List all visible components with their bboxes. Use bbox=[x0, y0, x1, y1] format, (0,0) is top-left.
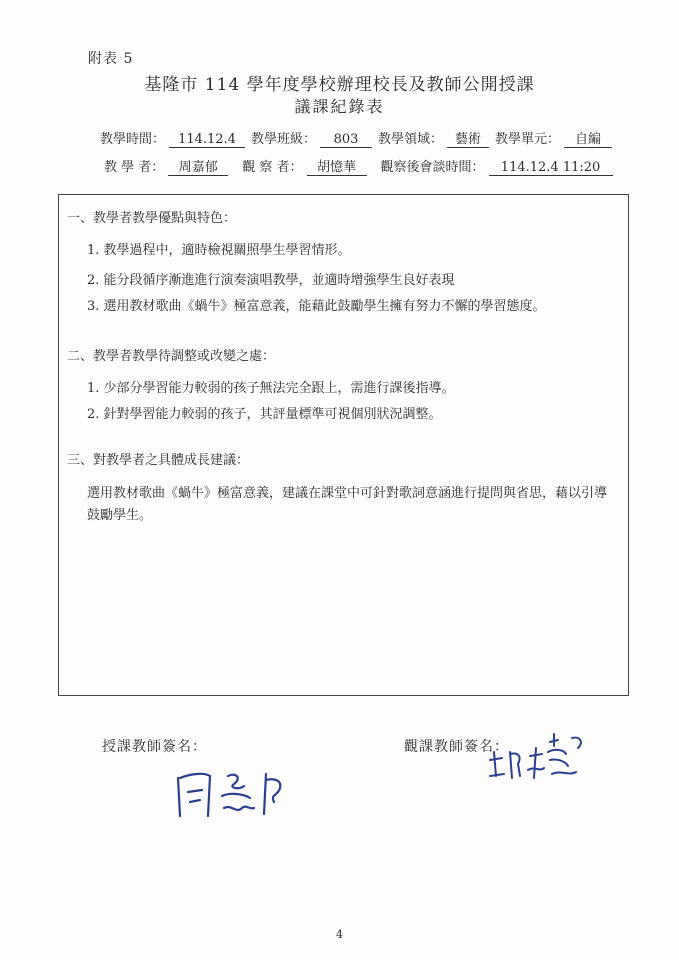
observer-signature-label: 觀課教師簽名： bbox=[404, 739, 509, 755]
section-1-item: 1. 教學過程中，適時檢視關照學生學習情形。 bbox=[87, 243, 351, 258]
teacher-signature-label: 授課教師簽名： bbox=[102, 739, 207, 755]
meeting-time-label: 觀察後會談時間： bbox=[380, 160, 485, 175]
section-2-item: 2. 針對學習能力較弱的孩子，其評量標準可視個別狀況調整。 bbox=[87, 407, 442, 422]
teacher-handwritten-signature bbox=[170, 758, 300, 828]
info-row-2 bbox=[104, 156, 619, 176]
teaching-time-label: 教學時間： bbox=[100, 132, 166, 147]
teaching-class-label: 教學班級： bbox=[251, 132, 317, 147]
observer-handwritten-signature bbox=[484, 730, 594, 786]
teaching-unit-value: 自編 bbox=[564, 128, 612, 148]
teaching-time-value: 114.12.4 bbox=[169, 132, 245, 148]
section-2-item: 1. 少部分學習能力較弱的孩子無法完全跟上，需進行課後指導。 bbox=[87, 381, 455, 396]
page-number: 4 bbox=[336, 928, 343, 941]
section-1-item: 3. 選用教材歌曲《蝸牛》極富意義，能藉此鼓勵學生擁有努力不懈的學習態度。 bbox=[87, 299, 546, 314]
teacher-label: 教 學 者： bbox=[104, 160, 165, 175]
record-box bbox=[58, 194, 629, 696]
info-row-1 bbox=[100, 128, 618, 148]
teaching-domain-label: 教學領域： bbox=[378, 132, 444, 147]
section-3-heading: 三、對教學者之具體成長建議： bbox=[67, 453, 250, 468]
document-title: 基隆市 114 學年度學校辦理校長及教師公開授課 bbox=[144, 75, 535, 95]
meeting-time-value: 114.12.4 11:20 bbox=[489, 160, 613, 176]
teaching-class-value: 803 bbox=[320, 132, 372, 148]
section-3-paragraph: 選用教材歌曲《蝸牛》極富意義，建議在課堂中可針對歌詞意涵進行提問與省思，藉以引導鼓勵學生。 bbox=[87, 486, 608, 523]
section-1-item: 2. 能分段循序漸進進行演奏演唱教學，並適時增強學生良好表現 bbox=[87, 273, 455, 288]
section-1-heading: 一、教學者教學優點與特色： bbox=[67, 211, 237, 226]
document-subtitle: 議課紀錄表 bbox=[294, 97, 385, 116]
teaching-unit-label: 教學單元： bbox=[495, 132, 561, 147]
observer-label: 觀 察 者： bbox=[242, 160, 303, 175]
appendix-label: 附表 5 bbox=[88, 51, 134, 67]
teaching-domain-value: 藝術 bbox=[447, 128, 489, 148]
observer-value: 胡憶華 bbox=[307, 156, 367, 176]
teacher-value: 周嘉郁 bbox=[168, 156, 228, 176]
section-2-heading: 二、教學者教學待調整或改變之處： bbox=[67, 349, 276, 364]
